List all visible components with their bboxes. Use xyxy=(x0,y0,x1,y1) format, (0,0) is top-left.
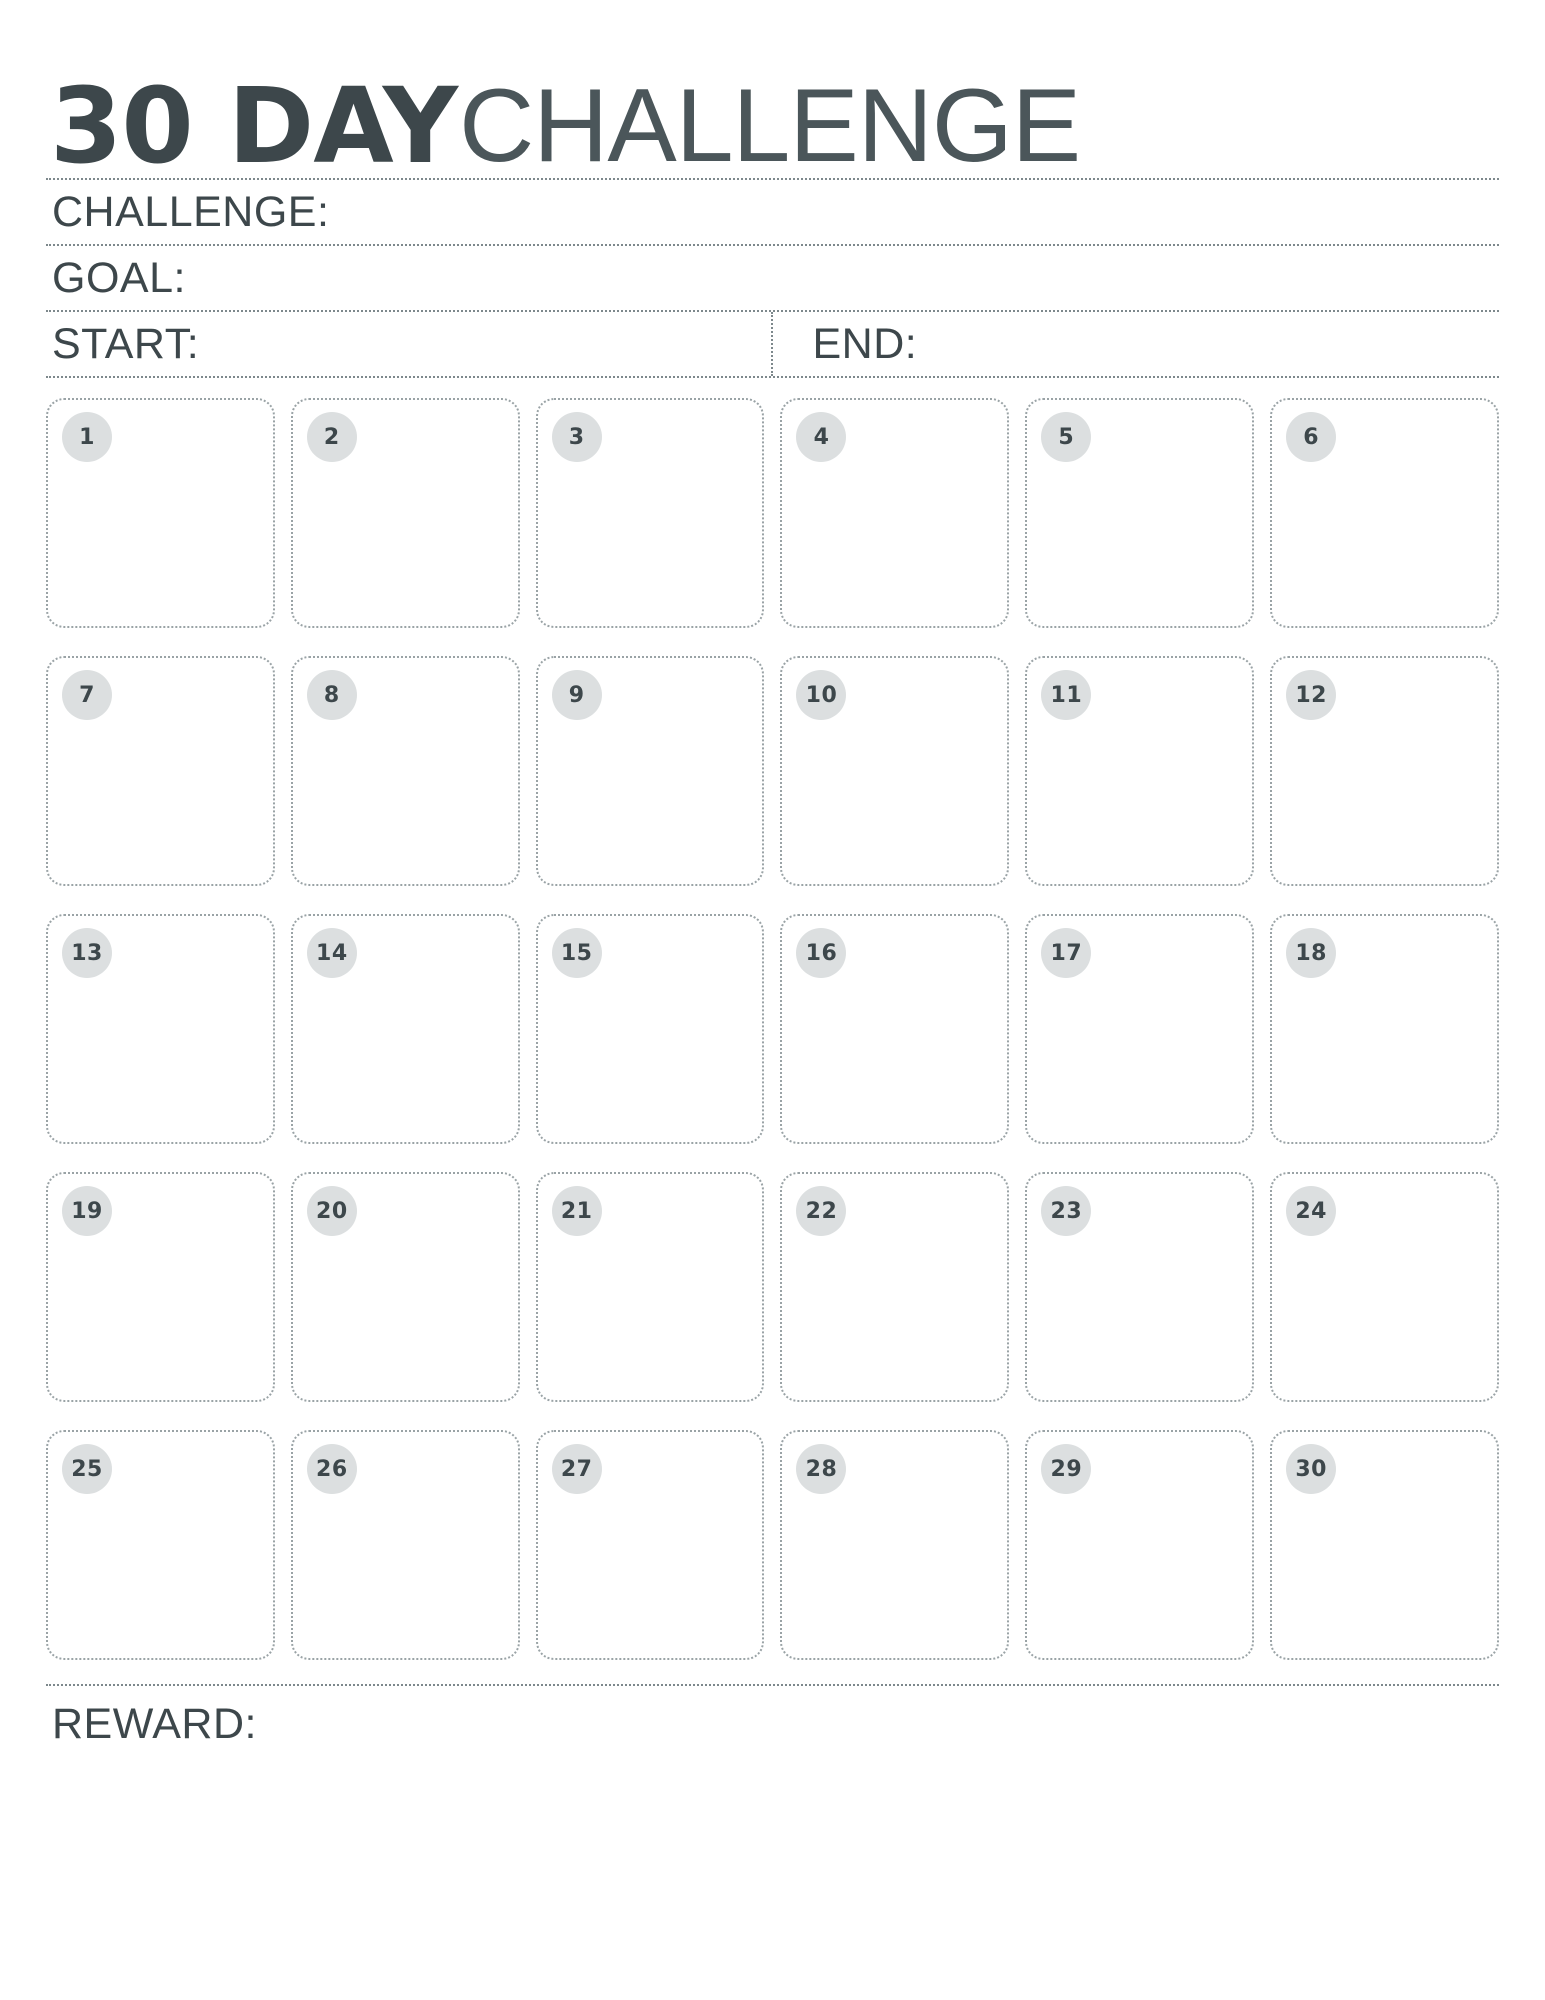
day-number-badge: 21 xyxy=(552,1186,602,1236)
day-cell[interactable] xyxy=(536,398,765,628)
day-number-badge: 13 xyxy=(62,928,112,978)
day-number-badge: 25 xyxy=(62,1444,112,1494)
day-number-badge: 23 xyxy=(1041,1186,1091,1236)
day-number-badge: 24 xyxy=(1286,1186,1336,1236)
reward-label: REWARD: xyxy=(52,1699,257,1748)
day-cell[interactable] xyxy=(780,398,1009,628)
days-grid xyxy=(46,398,1499,1660)
day-cell[interactable] xyxy=(536,656,765,886)
day-number-badge: 6 xyxy=(1286,412,1336,462)
day-number-badge: 1 xyxy=(62,412,112,462)
day-cell[interactable] xyxy=(1025,398,1254,628)
day-number-badge: 7 xyxy=(62,670,112,720)
day-number-badge: 29 xyxy=(1041,1444,1091,1494)
title-bold-part: 30 DAY xyxy=(50,65,458,187)
day-number-badge: 14 xyxy=(307,928,357,978)
reward-field-row[interactable] xyxy=(46,1684,1499,1762)
day-cell[interactable] xyxy=(1270,1172,1499,1402)
goal-label: GOAL: xyxy=(52,253,186,302)
day-cell[interactable] xyxy=(46,1172,275,1402)
day-number-badge: 15 xyxy=(552,928,602,978)
day-cell[interactable] xyxy=(1025,656,1254,886)
end-label: END: xyxy=(812,319,918,368)
page-title xyxy=(46,48,1499,187)
challenge-label: CHALLENGE: xyxy=(52,187,330,236)
day-cell[interactable] xyxy=(780,914,1009,1144)
title-light-part: CHALLENGE xyxy=(459,68,1081,184)
day-number-badge: 5 xyxy=(1041,412,1091,462)
start-field[interactable] xyxy=(46,312,773,376)
end-field[interactable] xyxy=(773,312,1500,376)
day-cell[interactable] xyxy=(780,656,1009,886)
day-number-badge: 3 xyxy=(552,412,602,462)
start-end-row xyxy=(46,312,1499,378)
day-number-badge: 2 xyxy=(307,412,357,462)
day-cell[interactable] xyxy=(1270,1430,1499,1660)
day-number-badge: 12 xyxy=(1286,670,1336,720)
day-number-badge: 17 xyxy=(1041,928,1091,978)
day-number-badge: 18 xyxy=(1286,928,1336,978)
start-label: START: xyxy=(52,319,200,368)
day-number-badge: 22 xyxy=(796,1186,846,1236)
day-number-badge: 16 xyxy=(796,928,846,978)
day-cell[interactable] xyxy=(536,1430,765,1660)
day-cell[interactable] xyxy=(1025,1172,1254,1402)
day-cell[interactable] xyxy=(291,914,520,1144)
day-cell[interactable] xyxy=(1270,656,1499,886)
day-cell[interactable] xyxy=(46,656,275,886)
day-cell[interactable] xyxy=(780,1430,1009,1660)
day-number-badge: 28 xyxy=(796,1444,846,1494)
day-cell[interactable] xyxy=(46,1430,275,1660)
goal-field-row[interactable] xyxy=(46,246,1499,312)
day-number-badge: 4 xyxy=(796,412,846,462)
day-cell[interactable] xyxy=(536,914,765,1144)
day-cell[interactable] xyxy=(1270,398,1499,628)
day-cell[interactable] xyxy=(46,914,275,1144)
day-cell[interactable] xyxy=(780,1172,1009,1402)
day-cell[interactable] xyxy=(291,1172,520,1402)
day-cell[interactable] xyxy=(291,398,520,628)
day-cell[interactable] xyxy=(46,398,275,628)
day-cell[interactable] xyxy=(1025,1430,1254,1660)
day-number-badge: 11 xyxy=(1041,670,1091,720)
day-number-badge: 9 xyxy=(552,670,602,720)
day-cell[interactable] xyxy=(1270,914,1499,1144)
day-number-badge: 10 xyxy=(796,670,846,720)
day-number-badge: 30 xyxy=(1286,1444,1336,1494)
day-cell[interactable] xyxy=(536,1172,765,1402)
day-number-badge: 8 xyxy=(307,670,357,720)
day-number-badge: 27 xyxy=(552,1444,602,1494)
day-number-badge: 20 xyxy=(307,1186,357,1236)
day-cell[interactable] xyxy=(291,656,520,886)
day-cell[interactable] xyxy=(291,1430,520,1660)
challenge-field-row[interactable] xyxy=(46,180,1499,246)
day-number-badge: 26 xyxy=(307,1444,357,1494)
day-cell[interactable] xyxy=(1025,914,1254,1144)
day-number-badge: 19 xyxy=(62,1186,112,1236)
